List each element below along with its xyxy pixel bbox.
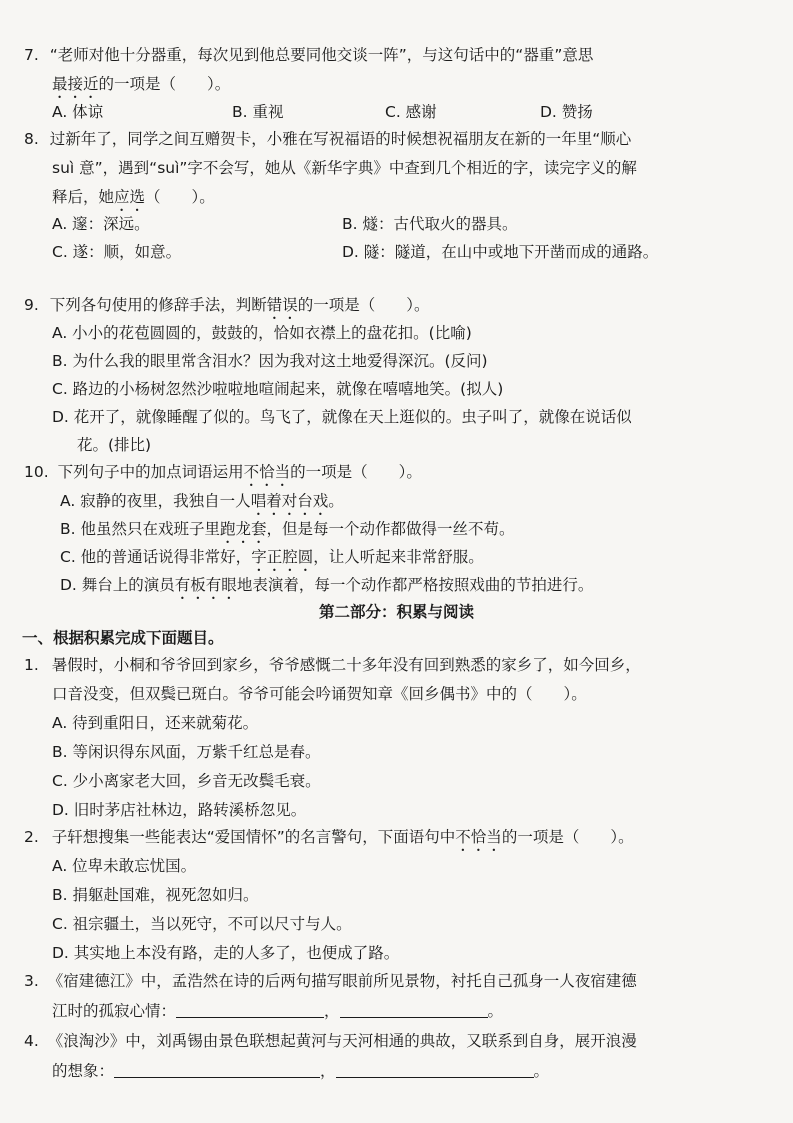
q7-emphasis: 最接近 xyxy=(52,75,99,93)
p2q4-line2 xyxy=(52,1060,549,1084)
p2q4-stem-line2: 的想象： xyxy=(52,1062,115,1080)
p2q3-line1 xyxy=(24,970,637,994)
p2q2-stem-rest: 的一项是（ ）。 xyxy=(501,828,634,846)
q10-stem-pre: 下列句子中的加点词语运用 xyxy=(57,463,244,481)
p2q2-option-b: B. 捐躯赴国难，视死忽如归。 xyxy=(52,886,259,904)
q8-stem-line3-pre: 释后，她 xyxy=(52,188,115,206)
q9-emphasis: 错误 xyxy=(266,296,298,314)
q8-stem-line1: 过新年了，同学之间互赠贺卡，小雅在写祝福语的时候想祝福朋友在新的一年里“顺心 xyxy=(49,130,632,148)
q10-option-c-rest: ，让人听起来非常舒服。 xyxy=(313,548,484,566)
q10-option-d xyxy=(60,574,593,603)
q9-stem-rest: 的一项是（ ）。 xyxy=(297,296,430,314)
q10-option-b-emph: 跑龙套 xyxy=(220,520,267,538)
q10-option-a-rest: 。 xyxy=(328,492,344,510)
p2q1-option-a: A. 待到重阳日，还来就菊花。 xyxy=(52,714,259,732)
p2q2-stem xyxy=(24,826,634,850)
q10-option-b-rest: ，但是每一个动作都做得一丝不苟。 xyxy=(266,520,515,538)
p2q1-stem-line2: 口音没变，但双鬓已斑白。爷爷可能会吟诵贺知章《回乡偶书》中的（ ）。 xyxy=(52,685,587,703)
q10-stem xyxy=(24,461,422,485)
q7-line2 xyxy=(52,73,230,97)
q9-stem xyxy=(24,294,430,318)
q8-stem-line2: suì 意”，遇到“suì”字不会写，她从《新华字典》中查到几个相近的字，读完字义的解 xyxy=(52,159,637,177)
p2q2-option-d: D. 其实地上本没有路，走的人多了，也便成了路。 xyxy=(52,944,400,962)
q7-option-a: A. 体谅 xyxy=(52,103,104,121)
p2q1-stem-line1: 暑假时，小桐和爷爷回到家乡，爷爷感慨二十多年没有回到熟悉的家乡了，如今回乡， xyxy=(51,656,641,674)
q8-option-b: B. 燧：古代取火的器具。 xyxy=(342,215,518,233)
p2q2-option-c: C. 祖宗疆土，当以死守，不可以尺寸与人。 xyxy=(52,915,352,933)
q10-option-a-pre: A. 寂静的夜里，我独自一人 xyxy=(60,492,251,510)
q8-emphasis: 应选 xyxy=(114,188,146,206)
p2q3-answer-blank-2[interactable] xyxy=(340,1001,488,1018)
q8-line3 xyxy=(52,186,215,210)
p2q3-end: 。 xyxy=(487,1002,504,1020)
p2q1-option-c: C. 少小离家老大回，乡音无改鬓毛衰。 xyxy=(52,772,321,790)
p2q1-number: 1. xyxy=(24,656,39,674)
q10-option-a-emph: 唱着对台戏 xyxy=(250,492,329,510)
q10-number: 10. xyxy=(24,463,49,481)
q10-option-d-pre: D. 舞台上的演员 xyxy=(60,576,175,594)
p2q4-number: 4. xyxy=(24,1032,39,1050)
q9-stem-pre: 下列各句使用的修辞手法，判断 xyxy=(49,296,267,314)
q10-option-b xyxy=(60,518,515,547)
p2q4-answer-blank-2[interactable] xyxy=(336,1061,534,1078)
p2q1-option-b: B. 等闲识得东风面，万紫千红总是春。 xyxy=(52,743,321,761)
q8-option-a: A. 邃：深远。 xyxy=(52,215,150,233)
q7-stem-line1: “老师对他十分器重，每次见到他总要同他交谈一阵”，与这句话中的“器重”意思 xyxy=(49,46,594,64)
p2q4-stem-line1: 《浪淘沙》中，刘禹锡由景色联想起黄河与天河相通的典故，又联系到自身，展开浪漫 xyxy=(47,1032,637,1050)
q10-option-b-pre: B. 他虽然只在戏班子里 xyxy=(60,520,220,538)
q9-number: 9. xyxy=(24,296,39,314)
q10-option-d-rest: 地表演着，每一个动作都严格按照戏曲的节拍进行。 xyxy=(236,576,594,594)
p2q4-line1 xyxy=(24,1030,637,1054)
p2q3-separator: ， xyxy=(324,1002,340,1020)
p2q3-stem-line1: 《宿建德江》中，孟浩然在诗的后两句描写眼前所见景物，衬托自己孤身一人夜宿建德 xyxy=(47,972,637,990)
p2q2-number: 2. xyxy=(24,828,39,846)
q10-option-d-emph: 有板有眼 xyxy=(174,576,237,594)
p2q4-end: 。 xyxy=(533,1062,550,1080)
p2q3-line2 xyxy=(52,1000,503,1024)
q10-option-c-emph: 字正腔圆 xyxy=(251,548,314,566)
q7-option-b: B. 重视 xyxy=(232,103,284,121)
q8-option-c: C. 遂：顺，如意。 xyxy=(52,243,182,261)
p2q1-option-d: D. 旧时茅店社林边，路转溪桥忽见。 xyxy=(52,801,307,819)
p2q2-stem-pre: 子轩想搜集一些能表达“爱国情怀”的名言警句，下面语句中 xyxy=(51,828,456,846)
q9-option-a: A. 小小的花苞圆圆的，鼓鼓的，恰如衣襟上的盘花扣。(比喻) xyxy=(52,324,472,342)
p2q3-number: 3. xyxy=(24,972,39,990)
q10-option-a xyxy=(60,490,344,519)
q9-option-c: C. 路边的小杨树忽然沙啦啦地喧闹起来，就像在嘻嘻地笑。(拟人) xyxy=(52,380,504,398)
p2q4-separator: ， xyxy=(320,1062,336,1080)
q10-option-c-pre: C. 他的普通话说得非常好， xyxy=(60,548,252,566)
q9-option-b: B. 为什么我的眼里常含泪水？因为我对这土地爱得深沉。(反问) xyxy=(52,352,488,370)
p2q2-option-a: A. 位卑未敢忘忧国。 xyxy=(52,857,197,875)
q10-stem-rest: 的一项是（ ）。 xyxy=(290,463,422,481)
q8-line1 xyxy=(24,128,631,152)
p2q3-stem-line2: 江时的孤寂心情： xyxy=(52,1002,177,1020)
q9-option-d-line2: 花。(排比) xyxy=(77,436,152,454)
q7-option-c: C. 感谢 xyxy=(385,103,437,121)
q8-option-d: D. 隧：隧道，在山中或地下开凿而成的通路。 xyxy=(342,243,659,261)
p2q3-answer-blank-1[interactable] xyxy=(176,1001,324,1018)
q8-number: 8. xyxy=(24,130,39,148)
q8-stem-line3-rest: （ ）。 xyxy=(145,188,215,206)
p2q4-answer-blank-1[interactable] xyxy=(114,1061,320,1078)
section-1-heading: 一、根据积累完成下面题目。 xyxy=(22,629,224,647)
p2q2-emphasis: 不恰当 xyxy=(455,828,502,846)
q7-stem-line2: 的一项是（ ）。 xyxy=(98,75,231,93)
p2q1-line1 xyxy=(24,654,641,678)
q7-option-d: D. 赞扬 xyxy=(540,103,593,121)
q7-number: 7. xyxy=(24,46,39,64)
q9-option-d-line1: D. 花开了，就像睡醒了似的。鸟飞了，就像在天上逛似的。虫子叫了，就像在说话似 xyxy=(52,408,632,426)
q10-option-c xyxy=(60,546,484,575)
q7-line1 xyxy=(24,44,593,68)
part2-title: 第二部分：积累与阅读 xyxy=(318,603,474,621)
q10-emphasis: 不恰当 xyxy=(243,463,291,481)
